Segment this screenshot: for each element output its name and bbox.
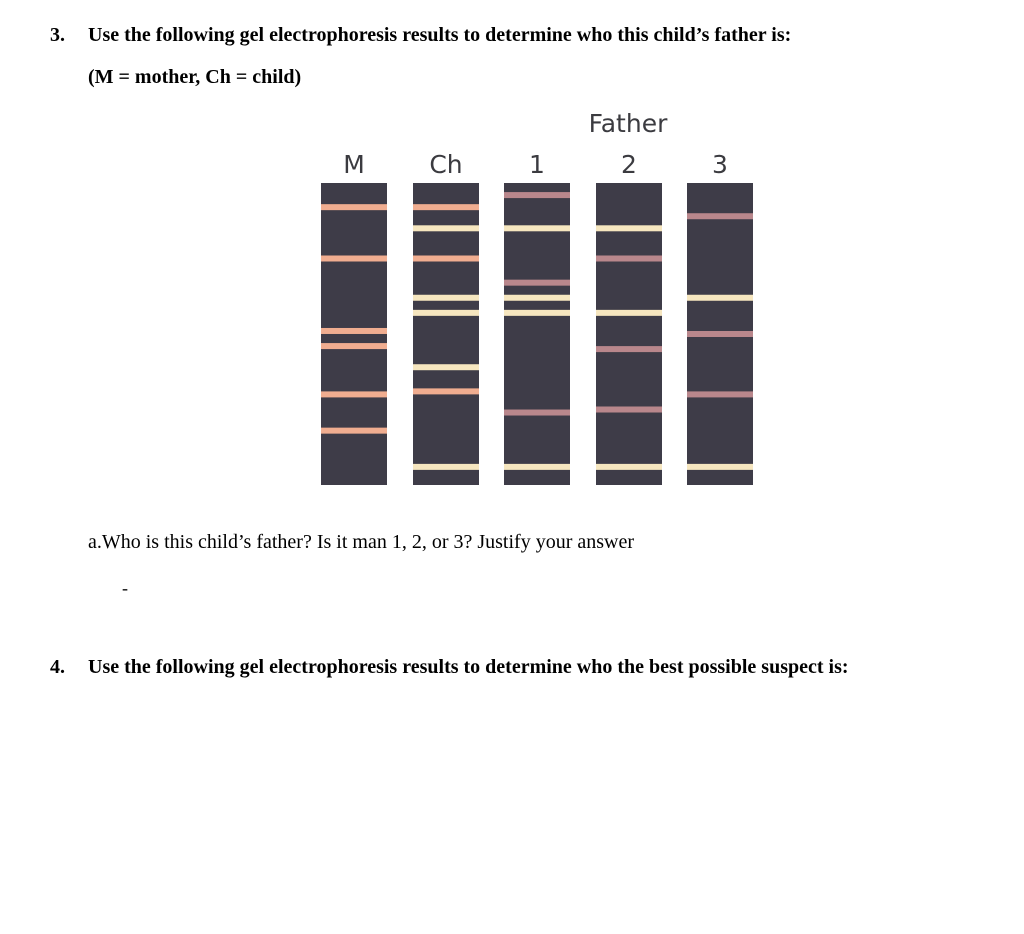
lane-label-1: M	[343, 150, 365, 179]
gel-band	[413, 204, 479, 210]
gel-band	[596, 407, 662, 413]
gel-band	[596, 464, 662, 470]
lane-label-4: 2	[621, 150, 637, 179]
gel-band	[321, 343, 387, 349]
question-4-number: 4.	[50, 656, 65, 678]
gel-band	[413, 256, 479, 262]
gel-band	[321, 204, 387, 210]
gel-band	[596, 225, 662, 231]
question-3-legend: (M = mother, Ch = child)	[88, 66, 302, 88]
gel-band	[687, 213, 753, 219]
gel-band	[504, 310, 570, 316]
gel-band	[321, 328, 387, 334]
lane-label-3: 1	[529, 150, 545, 179]
gel-band	[504, 464, 570, 470]
gel-band	[321, 428, 387, 434]
gel-band	[687, 295, 753, 301]
gel-band	[596, 256, 662, 262]
gel-band	[413, 388, 479, 394]
gel-band	[413, 364, 479, 370]
gel-band	[504, 192, 570, 198]
question-4-text: Use the following gel electrophoresis results to determine who the best possible suspect is:	[88, 656, 849, 678]
gel-band	[504, 280, 570, 286]
gel-band	[504, 295, 570, 301]
lane-label-2: Ch	[429, 150, 463, 179]
gel-band	[413, 310, 479, 316]
gel-band	[687, 464, 753, 470]
gel-lane-1	[321, 183, 387, 485]
gel-band	[413, 464, 479, 470]
gel-band	[504, 410, 570, 416]
gel-band	[321, 391, 387, 397]
gel-band	[596, 346, 662, 352]
gel-band	[321, 256, 387, 262]
answer-dash: -	[122, 578, 128, 598]
gel-band	[596, 310, 662, 316]
gel-band	[413, 225, 479, 231]
question-3a-text: a.Who is this child’s father? Is it man 1, 2, or 3? Justify your answer	[88, 531, 634, 553]
gel-band	[687, 391, 753, 397]
lane-label-5: 3	[712, 150, 728, 179]
father-group-label: Father	[588, 109, 668, 138]
gel-band	[413, 295, 479, 301]
gel-band	[687, 331, 753, 337]
gel-band	[504, 225, 570, 231]
question-3-text: Use the following gel electrophoresis results to determine who this child’s father is:	[88, 24, 792, 46]
question-3-number: 3.	[50, 24, 65, 46]
